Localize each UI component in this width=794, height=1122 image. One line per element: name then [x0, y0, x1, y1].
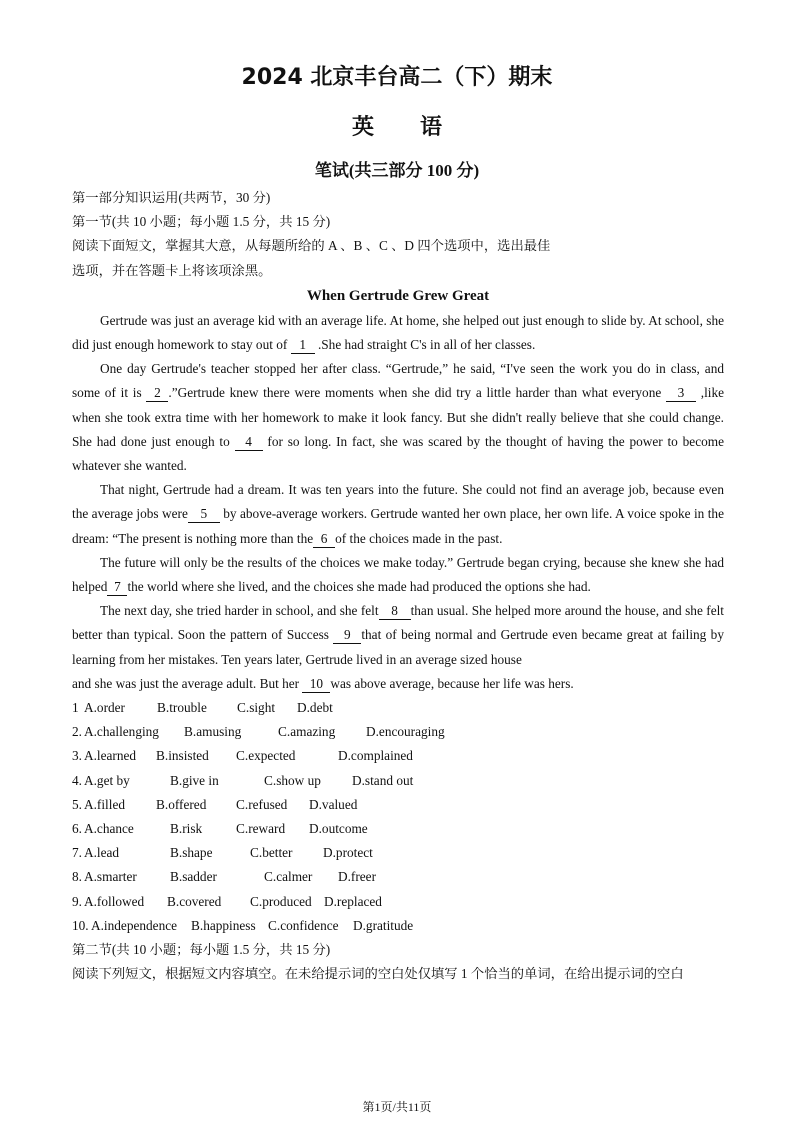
- instruction-line-2: 选项，并在答题卡上将该项涂黑。: [72, 262, 272, 278]
- question-row-5: 5. A.filled B.offered C.refused D.valued: [72, 796, 358, 812]
- question-row-9: 9. A.followed B.covered C.produced D.replaced: [72, 893, 382, 909]
- question-row-8: 8. A.smarter B.sadder C.calmer D.freer: [72, 869, 377, 885]
- blank-10: 10: [302, 676, 330, 693]
- passage-paragraph-4: The future will only be the results of the choices we make today.” Gertrude began crying, because she knew she had helped 7 the world where she lived, and the choices she made had produced the options she had.: [72, 554, 724, 594]
- question-row-7: 7. A.lead B.shape C.better D.protect: [72, 845, 373, 861]
- passage-paragraph-1: Gertrude was just an average kid with an average life. At home, she helped out just enough to slide by. At school, she did just enough homework to stay out of 1 .She had straight C's in all of her classes.: [72, 312, 724, 352]
- passage-title: When Gertrude Grew Great: [306, 287, 490, 304]
- instruction-line-1: 阅读下面短文，掌握其大意，从每题所给的 A 、B 、C 、D 四个选项中，选出最佳: [72, 238, 551, 254]
- section-title: 笔试(共三部分 100 分): [314, 161, 480, 180]
- question-row-6: 6. A.chance B.risk C.reward D.outcome: [72, 820, 368, 836]
- blank-2: 2: [146, 385, 168, 402]
- blank-9: 9: [333, 627, 361, 644]
- blank-5: 5: [188, 506, 220, 523]
- question-list: [72, 696, 724, 938]
- blank-7: 7: [107, 579, 127, 596]
- exam-content: [72, 186, 724, 986]
- question-row-3: 3. A.learned B.insisted C.expected D.complained: [72, 748, 413, 764]
- subject-char-1: 英: [351, 115, 374, 140]
- question-row-1: 1 A.order B.trouble C.sight D.debt: [72, 700, 333, 715]
- question-row-4: 4. A.get by B.give in C.show up D.stand out: [72, 772, 414, 788]
- section2-instruction: 阅读下列短文，根据短文内容填空。在未给提示词的空白处仅填写 1 个恰当的单词，在给出提示词的空白: [72, 966, 684, 982]
- subject-char-2: 语: [420, 115, 443, 140]
- passage-paragraph-6: and she was just the average adult. But her 10 was above average, because her life was hers.: [72, 675, 574, 691]
- part1-heading: 第一部分知识运用(共两节，30 分): [72, 190, 271, 205]
- question-row-2: 2. A.challenging B.amusing C.amazing D.encouraging: [72, 724, 445, 740]
- page-footer: 第1页/共11页: [362, 1100, 432, 1114]
- subject-heading: [0, 110, 794, 141]
- passage-paragraph-3: That night, Gertrude had a dream. It was ten years into the future. She could not find an average job, because even the average jobs were 5 by above-average workers. Gertrude wanted her own place, her own life. A voice spoke in the dream: “The present is nothing more than the 6 of the choices made in the past.: [72, 482, 724, 546]
- blank-3: 3: [666, 385, 696, 402]
- blank-6: 6: [313, 531, 335, 548]
- section1-heading: 第一节(共 10 小题；每小题 1.5 分，共 15 分): [72, 214, 331, 230]
- question-row-10: 10. A.independence B.happiness C.confidence D.gratitude: [72, 917, 414, 933]
- section2-heading: 第二节(共 10 小题；每小题 1.5 分，共 15 分): [72, 941, 331, 957]
- blank-1: 1: [291, 337, 315, 354]
- blank-4: 4: [235, 434, 263, 451]
- passage-paragraph-5: The next day, she tried harder in school, and she felt 8 than usual. She helped more around the house, and she felt better than typical. Soon the pattern of Success 9 that of being normal and Gertrude even became great at failing by learning from her mistakes. Ten years later, Gertrude lived in an average sized house: [72, 603, 724, 667]
- document-title: 2024 北京丰台高二（下）期末: [241, 65, 553, 90]
- blank-8: 8: [379, 603, 411, 620]
- passage-paragraph-2: One day Gertrude's teacher stopped her after class. “Gertrude,” he said, “I've seen the work you do in class, and some of it is 2 .”Gertrude knew there were moments when she did try a little harder than what everyone 3 ,like when she took extra time with her homework to make it look fancy. But she didn't really believe that she could change. She had done just enough to 4 for so long. In fact, she was scared by the thought of having the power to become whatever she wanted.: [72, 361, 725, 473]
